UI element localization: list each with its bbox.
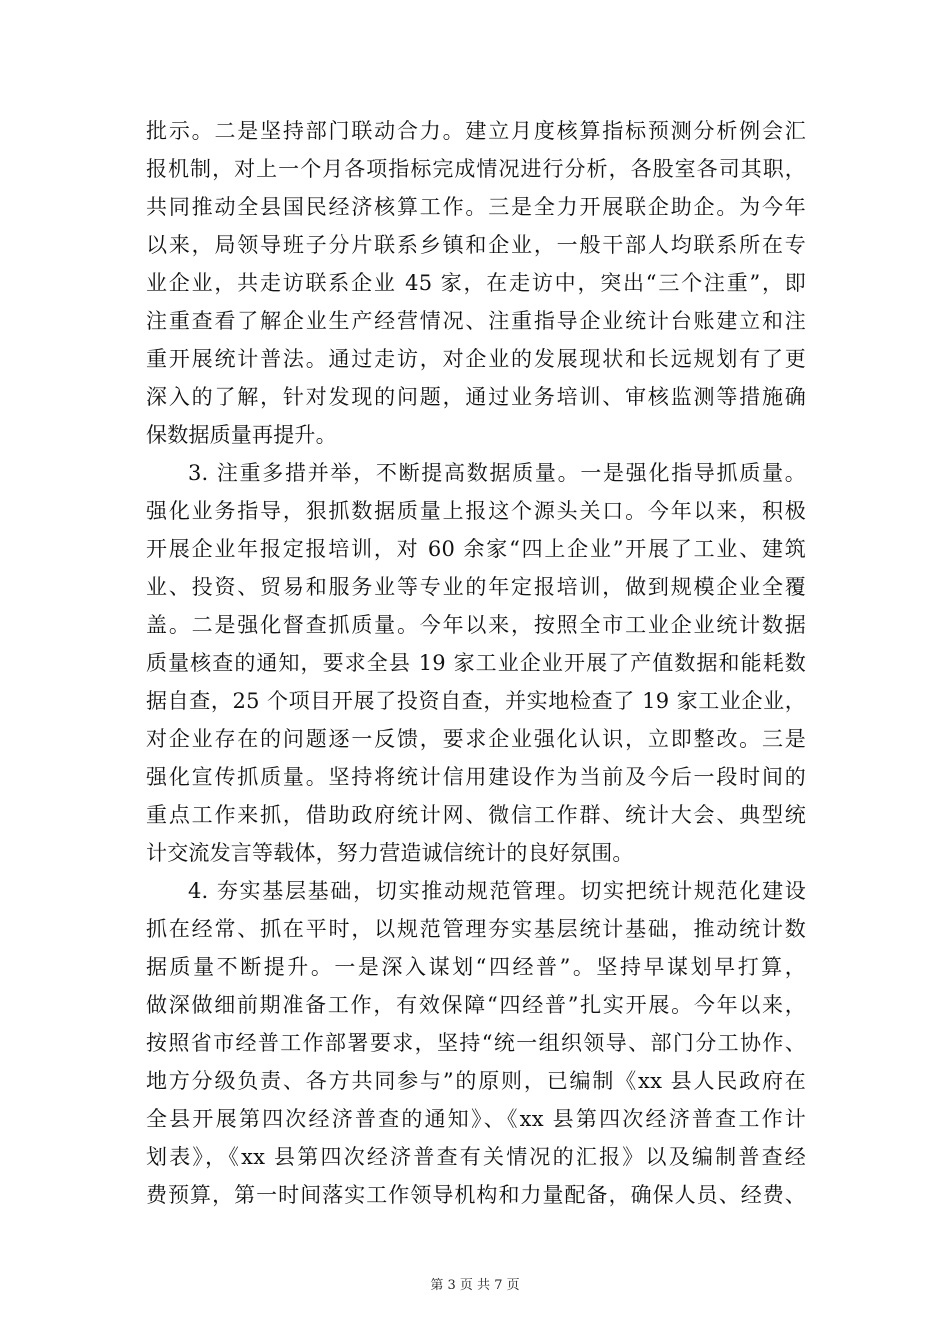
text-line: 地方分级负责、各方共同参与”的原则，已编制《xx 县人民政府在 — [146, 1069, 806, 1093]
text-line: 做深做细前期准备工作，有效保障“四经普”扎实开展。今年以来， — [146, 993, 806, 1017]
text-line: 4. 夯实基层基础，切实推动规范管理。切实把统计规范化建设 — [188, 879, 806, 903]
text-line: 盖。二是强化督查抓质量。今年以来，按照全市工业企业统计数据 — [146, 613, 806, 637]
text-line: 重开展统计普法。通过走访，对企业的发展现状和长远规划有了更 — [146, 347, 806, 371]
text-line: 批示。二是坚持部门联动合力。建立月度核算指标预测分析例会汇 — [146, 119, 806, 143]
text-line: 保数据质量再提升。 — [146, 423, 337, 447]
text-line: 质量核查的通知，要求全县 19 家工业企业开展了产值数据和能耗数 — [146, 651, 806, 675]
text-line: 抓在经常、抓在平时，以规范管理夯实基层统计基础，推动统计数 — [146, 917, 806, 941]
text-line: 费预算，第一时间落实工作领导机构和力量配备，确保人员、经费、 — [146, 1183, 806, 1207]
text-line: 计交流发言等载体，努力营造诚信统计的良好氛围。 — [146, 841, 634, 865]
text-line: 据质量不断提升。一是深入谋划“四经普”。坚持早谋划早打算， — [146, 955, 806, 979]
text-line: 按照省市经普工作部署要求，坚持“统一组织领导、部门分工协作、 — [146, 1031, 806, 1055]
paragraph — [146, 454, 806, 872]
text-line: 以来，局领导班子分片联系乡镇和企业，一般干部人均联系所在专 — [146, 233, 806, 257]
text-line: 据自查，25 个项目开展了投资自查，并实地检查了 19 家工业企业， — [146, 689, 806, 713]
text-line: 业、投资、贸易和服务业等专业的年定报培训，做到规模企业全覆 — [146, 575, 806, 599]
text-line: 对企业存在的问题逐一反馈，要求企业强化认识，立即整改。三是 — [146, 727, 806, 751]
paragraph — [146, 112, 806, 454]
text-line: 注重查看了解企业生产经营情况、注重指导企业统计台账建立和注 — [146, 309, 806, 333]
text-line: 划表》，《xx 县第四次经济普查有关情况的汇报》以及编制普查经 — [146, 1145, 806, 1169]
text-line: 强化宣传抓质量。坚持将统计信用建设作为当前及今后一段时间的 — [146, 765, 806, 789]
text-line: 深入的了解，针对发现的问题，通过业务培训、审核监测等措施确 — [146, 385, 806, 409]
text-line: 全县开展第四次经济普查的通知》、《xx 县第四次经济普查工作计 — [146, 1107, 806, 1131]
text-line: 报机制，对上一个月各项指标完成情况进行分析，各股室各司其职， — [146, 157, 806, 181]
text-line: 强化业务指导，狠抓数据质量上报这个源头关口。今年以来，积极 — [146, 499, 806, 523]
document-body — [146, 112, 806, 1214]
text-line: 共同推动全县国民经济核算工作。三是全力开展联企助企。为今年 — [146, 195, 806, 219]
text-line: 业企业，共走访联系企业 45 家，在走访中，突出“三个注重”，即 — [146, 271, 806, 295]
text-line: 重点工作来抓，借助政府统计网、微信工作群、统计大会、典型统 — [146, 803, 806, 827]
text-line: 开展企业年报定报培训，对 60 余家“四上企业”开展了工业、建筑 — [146, 537, 806, 561]
text-line: 3. 注重多措并举，不断提高数据质量。一是强化指导抓质量。 — [188, 461, 806, 485]
page-number-footer: 第 3 页 共 7 页 — [430, 1278, 520, 1293]
paragraph — [146, 872, 806, 1214]
